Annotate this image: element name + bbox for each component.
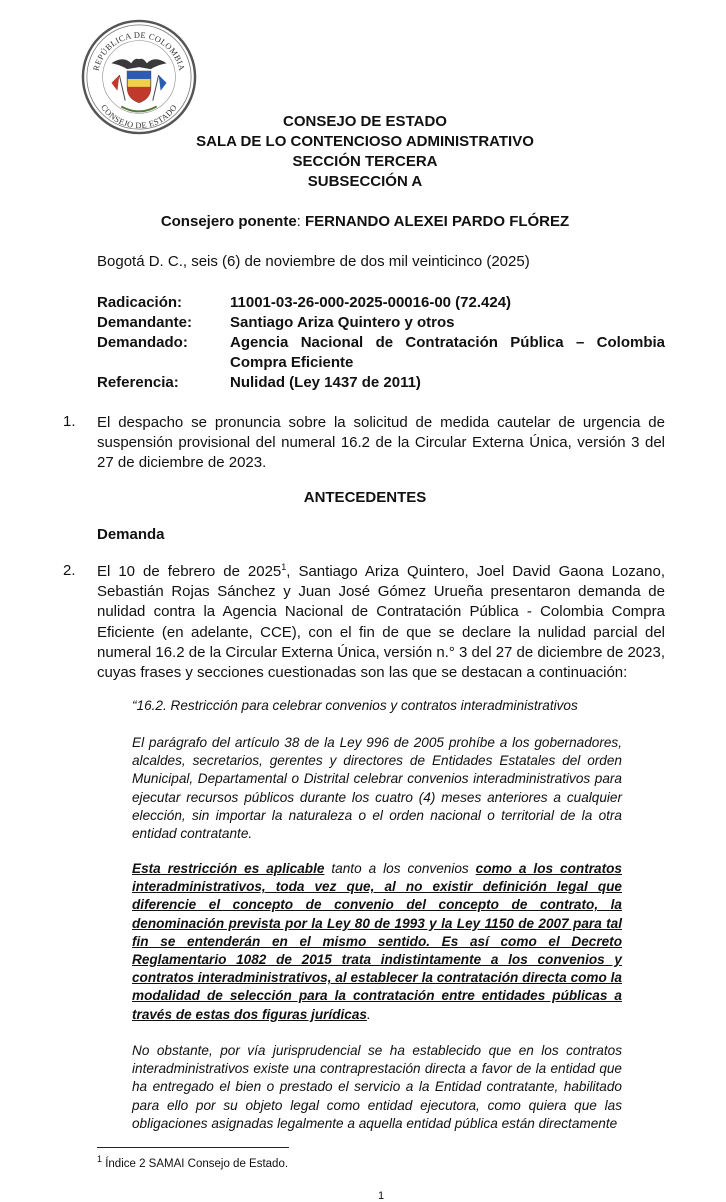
demandado-label: Demandado: <box>97 334 188 351</box>
court-header <box>100 112 630 192</box>
quote-plain-2: . <box>366 1006 371 1022</box>
seal-text-bottom: CONSEJO DE ESTADO <box>99 102 179 131</box>
footnote <box>97 1154 289 1170</box>
footnote-text: Índice 2 SAMAI Consejo de Estado. <box>102 1158 289 1170</box>
header-line-3: SECCIÓN TERCERA <box>292 153 438 170</box>
paragraph-2-rest: , Santiago Ariza Quintero, Joel David Gaona Lozano, Sebastián Rojas Sánchez y Juan José Gómez Urueña presentaron demanda de nulidad contra la Agencia Nacional de Contratación Pública - Colombia Compra Eficiente (en adelante, CCE), con el fin de que se declare la nulidad parcial del numeral 16.2 de la Circular Externa Única, versión n.° 3 del 27 de diciembre de 2023, cuyas frases y secciones cuestionadas son las que se destacan a continuación: <box>97 563 665 682</box>
consejero-ponente: Consejero ponente: FERNANDO ALEXEI PARDO FLÓREZ <box>160 213 570 230</box>
page-number: 1 <box>378 1190 385 1202</box>
section-title: ANTECEDENTES <box>303 489 427 506</box>
footnote-ref[interactable]: 1 <box>281 562 287 572</box>
demandante-label: Demandante: <box>97 314 193 331</box>
referencia-label: Referencia: <box>97 374 179 391</box>
quote-emphasis-1: Esta restricción es aplicable <box>132 861 325 876</box>
demandante-value: Santiago Ariza Quintero y otros <box>230 314 455 331</box>
referencia-value: Nulidad (Ley 1437 de 2011) <box>230 374 421 391</box>
ponente-name: FERNANDO ALEXEI PARDO FLÓREZ <box>305 213 570 230</box>
quote-emphasis-2: como a los contratos interadministrativos, toda vez que, al no existir definición legal que diferencie el concepto de convenio del concepto de contrato, la denominación prevista por la Ley 80 de 1993 y la Ley 1150 de 2007 para tal fin se entenderán en el mismo sentido. Es así como el Decreto Reglamentario 1082 de 2015 trata indistintamente a los convenios y contratos interadministrativos, al establecer la contratación directa como la modalidad de selección para la contratación entre entidades públicas a través de estas dos figuras jurídicas <box>132 861 622 1022</box>
radicacion-value: 11001-03-26-000-2025-00016-00 (72.424) <box>230 294 512 311</box>
footnote-number: 1 <box>97 1154 103 1165</box>
paragraph-1: El despacho se pronuncia sobre la solicitud de medida cautelar de urgencia de suspensión provisional del numeral 16.2 de la Circular Externa Única, versión 3 del 27 de diciembre de 2023. <box>97 414 665 472</box>
paragraph-2 <box>97 562 665 683</box>
quote-plain-1: tanto a los convenios <box>324 861 476 876</box>
header-line-2: SALA DE LO CONTENCIOSO ADMINISTRATIVO <box>196 133 534 150</box>
paragraph-number-2: 2. <box>63 562 76 579</box>
subsection-title: Demanda <box>97 526 165 543</box>
case-metadata <box>97 293 665 393</box>
header-line-4: SUBSECCIÓN A <box>307 173 423 190</box>
quote-paragraph-3: No obstante, por vía jurisprudencial se ha establecido que en los contratos interadministrativos existe una contraprestación directa a favor de la entidad que ha entregado el bien o prestado el servicio a la Entidad contratante, habilitado para ello por su objeto legal como entidad ejecutora, como quiera que las obligaciones asignadas legalmente a aquella entidad pública están directamente <box>132 1043 622 1131</box>
quote-paragraph-2 <box>132 860 622 1024</box>
paragraph-number-1: 1. <box>63 413 76 430</box>
demandado-value: Agencia Nacional de Contratación Pública – Colombia Compra Eficiente <box>230 334 665 371</box>
quote-heading: “16.2. Restricción para celebrar convenios y contratos interadministrativos <box>132 698 578 713</box>
seal-text-top: REPÚBLICA DE COLOMBIA <box>91 30 187 72</box>
radicacion-label: Radicación: <box>97 294 183 311</box>
header-line-1: CONSEJO DE ESTADO <box>283 113 447 130</box>
ponente-label: Consejero ponente <box>160 213 297 230</box>
quote-paragraph-1: El parágrafo del artículo 38 de la Ley 996 de 2005 prohíbe a los gobernadores, alcaldes, secretarios, gerentes y directores de Entidades Estatales del orden Municipal, Departamental o Distrital celebrar convenios interadministrativos para ejecutar recursos públicos durante los cuatro (4) meses anteriores a cualquier elección, sin importar la naturaleza o el orden nacional o territorial de la otra entidad contratante. <box>132 735 622 842</box>
footnote-divider <box>97 1147 289 1148</box>
place-date: Bogotá D. C., seis (6) de noviembre de dos mil veinticinco (2025) <box>97 253 530 270</box>
paragraph-2-start: El 10 de febrero de 2025 <box>97 563 282 580</box>
